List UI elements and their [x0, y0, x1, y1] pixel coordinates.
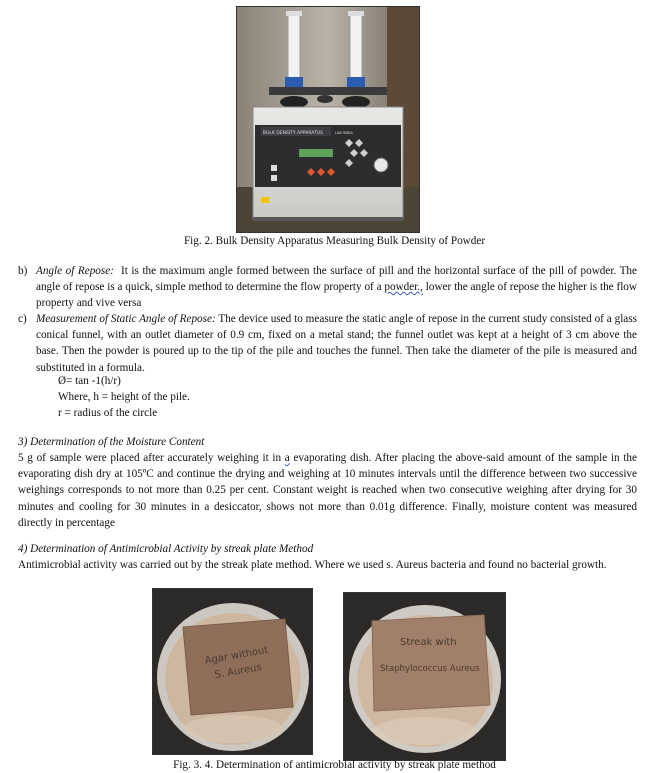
formula-where: Where, h = height of the pile. — [58, 391, 190, 403]
device-label: BULK DENSITY APPARATUS — [263, 131, 323, 136]
list-marker-c: c) — [18, 313, 27, 325]
brand-label: LAB INDIA — [335, 131, 353, 135]
plate-1-label-line-1: Agar without — [204, 644, 270, 667]
plate-2-label-line-1: Streak with — [400, 637, 457, 648]
plate-2-label-line-2: Staphylococcus Aureus — [380, 664, 480, 674]
formula: Ø= tan -1(h/r) — [58, 375, 121, 387]
section-c-heading: Measurement of Static Angle of Repose: — [36, 313, 216, 325]
section-b-text-1: It is the maximum angle formed between the surface of pill and the horizontal surface of the pill of powder. The angle of repose is a quick, simple method to determine the flow property of a — [36, 265, 637, 294]
section-3-paragraph — [18, 450, 637, 531]
section-3-heading: 3) Determination of the Moisture Content — [18, 436, 205, 448]
section-b-heading: Angle of Repose: — [36, 265, 114, 277]
section-b-text-2: lower the angle of repose the higher is the flow property and vive versa — [36, 281, 637, 310]
section-b-underlined-word: powder., — [384, 281, 423, 294]
list-marker-b: b) — [18, 265, 28, 277]
section-3-text-2: evaporating dish. After placing the above-said amount of the sample in the evaporating dish dry at 105ºC and continue the drying and weighing at 10 minutes intervals until the difference between two successive weighings corresponds to not more than 0.25 per cent. Constant weight is reached when two consecutive weighing after drying for 30 minutes and cooling for 30 minutes in a desiccator, shows not more than 0.01g difference. Finally, moisture content was measured directly in percentage — [18, 452, 637, 529]
figure-3-4-caption: Fig. 3. 4. Determination of antimicrobial activity by streak plate method — [173, 759, 496, 771]
plate-2-photo — [343, 592, 506, 761]
figure-2-caption: Fig. 2. Bulk Density Apparatus Measuring Bulk Density of Powder — [183, 235, 486, 247]
section-4-heading: 4) Determination of Antimicrobial Activity by streak plate Method — [18, 543, 314, 555]
section-4-paragraph: Antimicrobial activity was carried out by the streak plate method. Where we used s. Aureus bacteria and found no bacterial growth. — [18, 559, 607, 571]
bulk-density-apparatus-image — [237, 7, 419, 232]
plate-1-label-line-2: S. Aureus — [213, 662, 263, 682]
section-c-paragraph — [36, 311, 637, 376]
figure-2-photo — [236, 6, 420, 233]
section-3-underlined-word: a — [284, 452, 290, 464]
section-c-text: The device used to measure the static angle of repose in the current study consisted of a glass conical funnel, with an outlet diameter of 0.9 cm, fixed on a metal stand; the funnel outlet was kept at a height of 3 cm above the base. Then the powder is poured up to the tip of the pile and touches the funnel. Then take the diameter of the pile is measured and substituted in a formula. — [36, 313, 637, 374]
formula-radius: r = radius of the circle — [58, 407, 158, 419]
section-3-text-1: 5 g of sample were placed after accurately weighing it in — [18, 452, 285, 464]
plate-1-photo — [152, 588, 313, 755]
section-b-paragraph — [36, 263, 637, 312]
